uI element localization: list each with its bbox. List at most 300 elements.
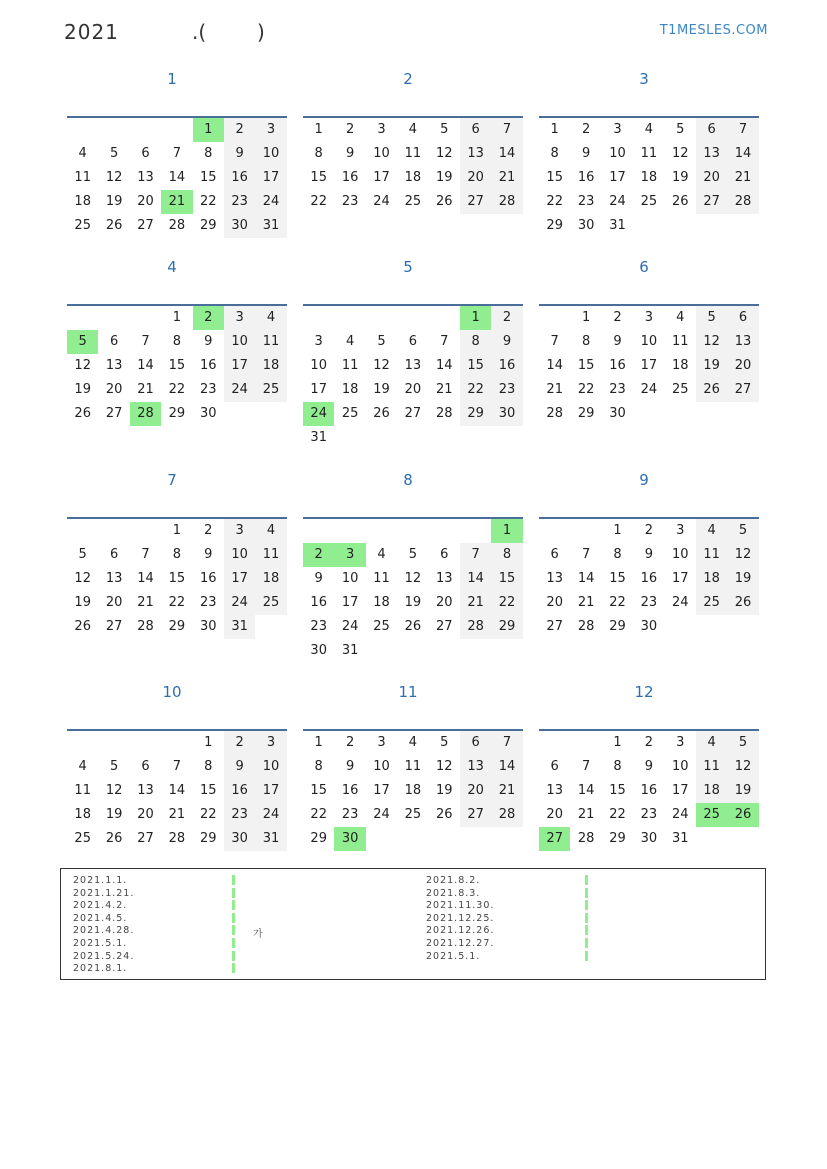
day-cell: 23: [577, 194, 595, 209]
day-cell: 8: [491, 543, 522, 567]
day-cell: 14: [435, 358, 453, 373]
day-cell: 6: [440, 547, 449, 562]
month-days: [303, 304, 523, 450]
day-cell: 1: [314, 735, 323, 750]
day-cell: 26: [727, 591, 758, 615]
day-cell: 6: [696, 118, 727, 142]
day-cell: 8: [613, 759, 622, 774]
empty-cell: [255, 402, 286, 426]
day-cell: 3: [314, 334, 323, 349]
day-cell: 28: [460, 615, 491, 639]
day-cell: 8: [550, 146, 559, 161]
legend-marker: [232, 938, 235, 948]
month-title: 4: [167, 258, 177, 276]
day-cell: 19: [74, 595, 91, 610]
day-cell: 5: [377, 334, 386, 349]
month-days: [303, 729, 523, 851]
legend-marker: [232, 951, 235, 961]
empty-cell: [67, 519, 98, 543]
day-cell: 27: [546, 619, 563, 634]
month-title: 8: [403, 471, 413, 489]
day-cell: 14: [168, 783, 186, 798]
empty-cell: [539, 731, 570, 755]
holiday-day-cell: 1: [193, 118, 224, 142]
day-cell: 9: [224, 142, 255, 166]
day-cell: 25: [696, 591, 727, 615]
day-cell: 26: [435, 807, 453, 822]
day-cell: 7: [550, 334, 559, 349]
day-cell: 22: [199, 194, 217, 209]
empty-cell: [161, 731, 192, 755]
day-cell: 19: [435, 783, 453, 798]
day-cell: 17: [224, 567, 255, 591]
day-cell: 12: [373, 358, 390, 373]
empty-cell: [460, 639, 491, 663]
day-cell: 25: [74, 218, 91, 233]
year-title: 2021: [64, 20, 119, 44]
legend-date: 2021.11.30.: [426, 900, 495, 912]
day-cell: 24: [341, 619, 359, 634]
empty-cell: [366, 639, 397, 663]
day-cell: 21: [491, 779, 522, 803]
day-cell: 22: [546, 194, 563, 209]
day-cell: 6: [408, 334, 417, 349]
month-title: 10: [162, 683, 182, 701]
day-cell: 18: [74, 807, 91, 822]
day-cell: 20: [546, 595, 563, 610]
day-cell: 16: [199, 571, 217, 586]
day-cell: 20: [137, 194, 154, 209]
day-cell: 10: [373, 759, 390, 774]
day-cell: 9: [204, 334, 213, 349]
legend-date: 2021.5.24.: [73, 950, 135, 962]
month-days: [303, 517, 523, 663]
day-cell: 3: [676, 523, 685, 538]
day-cell: 11: [640, 146, 658, 161]
legend-date: 2021.4.2.: [73, 900, 128, 912]
day-cell: 12: [671, 146, 689, 161]
day-cell: 30: [640, 831, 658, 846]
day-cell: 2: [345, 735, 355, 750]
legend-date: 2021.1.21.: [73, 887, 135, 899]
day-cell: 28: [727, 190, 758, 214]
day-cell: 4: [345, 334, 355, 349]
legend-date: 2021.8.1.: [73, 963, 128, 975]
legend-date: 2021.12.26.: [426, 925, 495, 937]
day-cell: 9: [644, 759, 653, 774]
day-cell: 26: [671, 194, 689, 209]
legend-date: 2021.8.3.: [426, 887, 481, 899]
day-cell: 4: [78, 146, 87, 161]
day-cell: 9: [491, 330, 522, 354]
day-cell: 22: [310, 194, 327, 209]
day-cell: 3: [255, 118, 286, 142]
day-cell: 24: [373, 194, 390, 209]
day-cell: 24: [255, 803, 286, 827]
day-cell: 11: [255, 543, 286, 567]
day-cell: 29: [310, 831, 327, 846]
day-cell: 25: [255, 591, 286, 615]
day-cell: 11: [74, 783, 91, 798]
legend-date: 2021.4.5.: [73, 912, 128, 924]
day-cell: 22: [577, 382, 595, 397]
day-cell: 13: [460, 755, 491, 779]
day-cell: 29: [609, 831, 626, 846]
day-cell: 29: [168, 406, 186, 421]
day-cell: 16: [491, 354, 522, 378]
day-cell: 19: [727, 567, 758, 591]
day-cell: 4: [408, 122, 417, 137]
legend-note: 가: [253, 929, 263, 940]
day-cell: 13: [546, 571, 563, 586]
day-cell: 8: [460, 330, 491, 354]
empty-cell: [491, 426, 522, 450]
holiday-day-cell: 1: [460, 306, 491, 330]
legend-marker: [232, 888, 235, 898]
day-cell: 16: [640, 571, 658, 586]
day-cell: 25: [341, 406, 359, 421]
empty-cell: [696, 214, 727, 238]
legend-marker: [585, 913, 588, 923]
day-cell: 1: [613, 735, 622, 750]
day-cell: 10: [255, 755, 286, 779]
day-cell: 21: [460, 591, 491, 615]
day-cell: 28: [491, 190, 522, 214]
day-cell: 8: [204, 759, 213, 774]
day-cell: 3: [613, 122, 622, 137]
day-cell: 18: [696, 779, 727, 803]
empty-cell: [727, 402, 758, 426]
day-cell: 12: [74, 571, 91, 586]
day-cell: 14: [137, 358, 154, 373]
empty-cell: [727, 214, 758, 238]
holiday-day-cell: 27: [539, 827, 570, 851]
day-cell: 24: [255, 190, 286, 214]
day-cell: 29: [168, 619, 186, 634]
day-cell: 11: [696, 543, 727, 567]
day-cell: 5: [727, 731, 758, 755]
empty-cell: [397, 827, 428, 851]
day-cell: 1: [550, 122, 559, 137]
day-cell: 31: [341, 643, 359, 658]
day-cell: 31: [671, 831, 689, 846]
day-cell: 9: [314, 571, 323, 586]
day-cell: 31: [609, 218, 626, 233]
empty-cell: [539, 519, 570, 543]
day-cell: 13: [460, 142, 491, 166]
day-cell: 19: [404, 595, 422, 610]
day-cell: 6: [141, 146, 150, 161]
day-cell: 24: [373, 807, 390, 822]
empty-cell: [397, 426, 428, 450]
day-cell: 30: [577, 218, 595, 233]
day-cell: 25: [255, 378, 286, 402]
day-cell: 21: [491, 166, 522, 190]
empty-cell: [460, 426, 491, 450]
day-cell: 23: [199, 595, 217, 610]
day-cell: 12: [74, 358, 91, 373]
day-cell: 19: [105, 194, 123, 209]
legend-date: 2021.5.1.: [73, 937, 128, 949]
day-cell: 8: [172, 547, 181, 562]
day-cell: 10: [341, 571, 359, 586]
day-cell: 15: [199, 170, 217, 185]
day-cell: 17: [224, 354, 255, 378]
day-cell: 15: [199, 783, 217, 798]
day-cell: 21: [435, 382, 453, 397]
day-cell: 9: [345, 146, 355, 161]
legend-marker: [585, 925, 588, 935]
day-cell: 13: [727, 330, 758, 354]
day-cell: 13: [404, 358, 422, 373]
day-cell: 16: [199, 358, 217, 373]
day-cell: 3: [644, 310, 653, 325]
day-cell: 3: [224, 519, 255, 543]
day-cell: 9: [644, 547, 653, 562]
month-days: [67, 729, 287, 851]
day-cell: 11: [404, 146, 422, 161]
day-cell: 28: [577, 619, 595, 634]
day-cell: 12: [105, 170, 123, 185]
day-cell: 14: [491, 142, 522, 166]
day-cell: 20: [105, 382, 123, 397]
day-cell: 19: [74, 382, 91, 397]
day-cell: 15: [168, 358, 186, 373]
day-cell: 13: [137, 170, 154, 185]
day-cell: 12: [696, 330, 727, 354]
title-suffix: .( ): [192, 20, 265, 44]
day-cell: 29: [460, 402, 491, 426]
day-cell: 18: [404, 783, 422, 798]
day-cell: 4: [676, 310, 685, 325]
empty-cell: [696, 827, 727, 851]
day-cell: 17: [671, 783, 689, 798]
day-cell: 27: [727, 378, 758, 402]
day-cell: 20: [105, 595, 123, 610]
day-cell: 4: [78, 759, 87, 774]
day-cell: 1: [581, 310, 591, 325]
day-cell: 7: [581, 759, 591, 774]
day-cell: 25: [373, 619, 390, 634]
day-cell: 25: [404, 194, 422, 209]
day-cell: 28: [435, 406, 453, 421]
day-cell: 6: [727, 306, 758, 330]
day-cell: 22: [168, 595, 186, 610]
day-cell: 15: [460, 354, 491, 378]
empty-cell: [334, 426, 365, 450]
day-cell: 16: [577, 170, 595, 185]
day-cell: 10: [224, 330, 255, 354]
empty-cell: [491, 827, 522, 851]
legend-bars-left: [232, 875, 235, 976]
day-cell: 24: [224, 591, 255, 615]
day-cell: 31: [224, 615, 255, 639]
holiday-legend: [60, 868, 766, 980]
month-title: 3: [639, 70, 649, 88]
day-cell: 30: [310, 643, 327, 658]
day-cell: 7: [491, 731, 522, 755]
day-cell: 28: [137, 619, 154, 634]
legend-marker: [585, 888, 588, 898]
holiday-day-cell: 2: [193, 306, 224, 330]
day-cell: 27: [696, 190, 727, 214]
day-cell: 18: [255, 354, 286, 378]
day-cell: 18: [696, 567, 727, 591]
empty-cell: [570, 519, 601, 543]
month-days: [539, 116, 759, 238]
day-cell: 23: [224, 190, 255, 214]
day-cell: 17: [373, 783, 390, 798]
day-cell: 22: [168, 382, 186, 397]
day-cell: 9: [613, 334, 622, 349]
day-cell: 16: [224, 166, 255, 190]
empty-cell: [334, 306, 365, 330]
day-cell: 22: [609, 807, 626, 822]
day-cell: 29: [577, 406, 595, 421]
holiday-day-cell: 24: [303, 402, 334, 426]
day-cell: 2: [204, 523, 213, 538]
day-cell: 7: [141, 334, 150, 349]
day-cell: 23: [224, 803, 255, 827]
day-cell: 19: [435, 170, 453, 185]
day-cell: 17: [373, 170, 390, 185]
day-cell: 6: [460, 118, 491, 142]
page-header: [64, 20, 768, 48]
day-cell: 21: [577, 595, 595, 610]
day-cell: 24: [224, 378, 255, 402]
day-cell: 7: [141, 547, 150, 562]
day-cell: 11: [341, 358, 359, 373]
day-cell: 13: [137, 783, 154, 798]
legend-date: 2021.5.1.: [426, 950, 481, 962]
day-cell: 30: [224, 827, 255, 851]
day-cell: 12: [435, 759, 453, 774]
empty-cell: [429, 827, 460, 851]
day-cell: 27: [105, 619, 123, 634]
day-cell: 2: [224, 118, 255, 142]
day-cell: 17: [255, 166, 286, 190]
empty-cell: [539, 306, 570, 330]
day-cell: 6: [550, 547, 559, 562]
day-cell: 12: [435, 146, 453, 161]
day-cell: 28: [577, 831, 595, 846]
month-title: 7: [167, 471, 177, 489]
empty-cell: [303, 306, 334, 330]
legend-date: 2021.12.25.: [426, 912, 495, 924]
day-cell: 10: [671, 547, 689, 562]
day-cell: 18: [74, 194, 91, 209]
holiday-day-cell: 28: [130, 402, 161, 426]
day-cell: 14: [577, 783, 595, 798]
empty-cell: [429, 306, 460, 330]
day-cell: 31: [310, 430, 327, 445]
legend-marker: [232, 963, 235, 973]
day-cell: 17: [671, 571, 689, 586]
empty-cell: [460, 519, 491, 543]
day-cell: 20: [696, 166, 727, 190]
day-cell: 29: [609, 619, 626, 634]
day-cell: 19: [727, 779, 758, 803]
day-cell: 17: [609, 170, 626, 185]
day-cell: 2: [613, 310, 622, 325]
day-cell: 3: [377, 735, 386, 750]
day-cell: 13: [105, 358, 123, 373]
day-cell: 25: [404, 807, 422, 822]
day-cell: 22: [609, 595, 626, 610]
empty-cell: [429, 426, 460, 450]
day-cell: 30: [609, 406, 626, 421]
month-days: [67, 304, 287, 426]
day-cell: 10: [609, 146, 626, 161]
day-cell: 6: [460, 731, 491, 755]
day-cell: 23: [199, 382, 217, 397]
day-cell: 24: [671, 595, 689, 610]
day-cell: 23: [640, 595, 658, 610]
day-cell: 4: [644, 122, 653, 137]
empty-cell: [303, 519, 334, 543]
day-cell: 23: [640, 807, 658, 822]
day-cell: 3: [377, 122, 386, 137]
day-cell: 7: [727, 118, 758, 142]
day-cell: 9: [224, 755, 255, 779]
day-cell: 15: [609, 571, 626, 586]
day-cell: 28: [491, 803, 522, 827]
empty-cell: [727, 827, 758, 851]
day-cell: 15: [609, 783, 626, 798]
day-cell: 16: [609, 358, 626, 373]
day-cell: 15: [546, 170, 563, 185]
empty-cell: [397, 519, 428, 543]
day-cell: 19: [373, 382, 390, 397]
brand-link[interactable]: T1MESLES.COM: [659, 23, 768, 38]
day-cell: 16: [310, 595, 327, 610]
day-cell: 27: [137, 831, 154, 846]
day-cell: 5: [440, 122, 449, 137]
day-cell: 2: [491, 306, 522, 330]
day-cell: 23: [341, 194, 359, 209]
day-cell: 5: [696, 306, 727, 330]
holiday-day-cell: 5: [67, 330, 98, 354]
day-cell: 28: [546, 406, 563, 421]
empty-cell: [696, 615, 727, 639]
month-title: 6: [639, 258, 649, 276]
day-cell: 7: [581, 547, 591, 562]
day-cell: 29: [546, 218, 563, 233]
day-cell: 7: [440, 334, 449, 349]
day-cell: 7: [172, 759, 181, 774]
day-cell: 15: [577, 358, 595, 373]
day-cell: 2: [644, 735, 653, 750]
day-cell: 18: [640, 170, 658, 185]
day-cell: 22: [491, 591, 522, 615]
day-cell: 11: [373, 571, 390, 586]
day-cell: 11: [671, 334, 689, 349]
empty-cell: [727, 615, 758, 639]
holiday-day-cell: 25: [696, 803, 727, 827]
empty-cell: [98, 519, 129, 543]
day-cell: 26: [404, 619, 422, 634]
month-title: 5: [403, 258, 413, 276]
day-cell: 26: [105, 218, 123, 233]
day-cell: 26: [105, 831, 123, 846]
empty-cell: [130, 118, 161, 142]
day-cell: 16: [341, 170, 359, 185]
day-cell: 15: [310, 783, 327, 798]
legend-marker: [585, 951, 588, 961]
day-cell: 25: [640, 194, 658, 209]
empty-cell: [366, 519, 397, 543]
day-cell: 5: [408, 547, 417, 562]
